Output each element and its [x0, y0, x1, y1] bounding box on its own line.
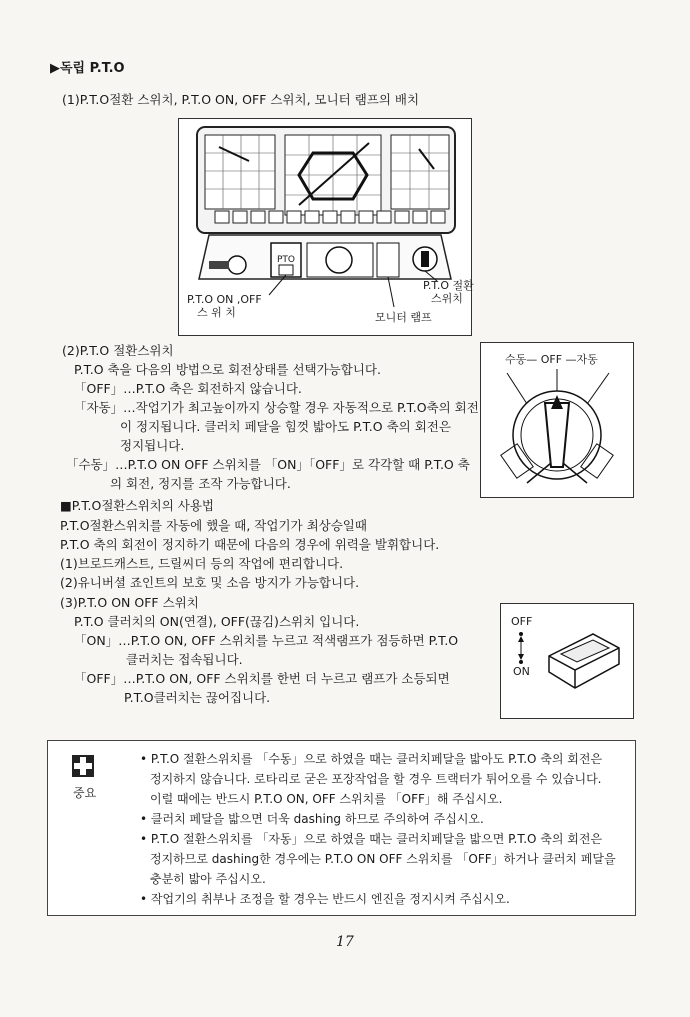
section-3-line: P.T.O 클러치의 ON(연결), OFF(끊김)스위치 입니다. — [74, 614, 360, 629]
note-line: 이럴 때에는 반드시 P.T.O ON, OFF 스위치를 「OFF」해 주십시오. — [150, 792, 503, 806]
section-title: ▶독립 P.T.O — [50, 61, 125, 76]
pto-box-label: PTO — [277, 255, 296, 265]
note-line: 충분히 밟아 주십시오. — [150, 872, 266, 886]
section-2-line: P.T.O 축을 다음의 방법으로 회전상태를 선택가능합니다. — [74, 362, 381, 377]
instrument-panel-figure — [178, 118, 472, 336]
page-number: 17 — [336, 934, 354, 950]
important-note-box — [47, 740, 636, 916]
onoff-switch-label-2: 스 위 치 — [197, 306, 236, 319]
usage-line: (1)브로드캐스트, 드릴씨더 등의 작업에 편리합니다. — [60, 556, 344, 571]
pto-switch-label-2: 스위치 — [431, 292, 463, 305]
section-2-line: 「OFF」…P.T.O 축은 회전하지 않습니다. — [74, 381, 302, 396]
note-line: 정지하지 않습니다. 로타리로 굳은 포장작업을 할 경우 트랙터가 튀어오를 수 있습니다. — [150, 772, 602, 786]
onoff-switch-label: P.T.O ON ,OFF — [187, 293, 262, 306]
section-2-heading: (2)P.T.O 절환스위치 — [62, 343, 174, 358]
usage-heading: ■P.T.O절환스위치의 사용법 — [60, 498, 214, 513]
section-1-heading: (1)P.T.O절환 스위치, P.T.O ON, OFF 스위치, 모니터 램프의 배치 — [62, 92, 420, 107]
section-3-heading: (3)P.T.O ON OFF 스위치 — [60, 595, 199, 610]
section-3-line: 「ON」…P.T.O ON, OFF 스위치를 누르고 적색램프가 점등하면 P.T.O — [74, 633, 459, 648]
usage-line: P.T.O절환스위치를 자동에 했을 때, 작업기가 최상승일때 — [60, 518, 367, 533]
section-2-line: 「자동」…작업기가 최고높이까지 상승할 경우 자동적으로 P.T.O축의 회전 — [74, 400, 479, 415]
section-2-line: 「수동」…P.T.O ON OFF 스위치를 「ON」「OFF」로 각각할 때 P.T.O 축 — [66, 457, 470, 472]
rotary-switch-figure — [480, 342, 634, 498]
section-3-line: 「OFF」…P.T.O ON, OFF 스위치를 한번 더 누르고 램프가 소등되면 — [74, 671, 450, 686]
usage-line: P.T.O 축의 회전이 정지하기 때문에 다음의 경우에 위력을 발휘합니다. — [60, 537, 440, 552]
note-line: • 작업기의 취부나 조정을 할 경우는 반드시 엔진을 정지시켜 주십시오. — [140, 892, 510, 906]
section-2-line: 이 정지됩니다. 클러치 페달을 힘껏 밟아도 P.T.O 축의 회전은 — [120, 419, 451, 434]
on-label: ON — [513, 665, 530, 678]
off-label: OFF — [511, 615, 533, 628]
note-line: • 클러치 페달을 밟으면 더욱 dashing 하므로 주의하여 주십시오. — [140, 812, 484, 826]
usage-line: (2)유니버셜 죠인트의 보호 및 소음 방지가 가능합니다. — [60, 575, 360, 590]
monitor-lamp-label: 모니터 램프 — [375, 311, 432, 324]
onoff-button-figure — [500, 603, 634, 719]
note-line: 정지하므로 dashing한 경우에는 P.T.O ON OFF 스위치를 「OFF」하거나 클러치 페달을 — [150, 852, 616, 866]
pto-switch-label: P.T.O 절환 — [423, 279, 474, 292]
important-label: 중요 — [73, 786, 97, 800]
section-2-line: 의 회전, 정지를 조작 가능합니다. — [110, 476, 291, 491]
important-cross-icon — [72, 755, 94, 777]
section-2-line: 정지됩니다. — [120, 438, 185, 453]
note-line: • P.T.O 절환스위치를 「자동」으로 하였을 때는 클러치페달을 밟으면 P.T.O 축의 회전은 — [140, 832, 603, 846]
note-line: • P.T.O 절환스위치를 「수동」으로 하였을 때는 클러치페달을 밟아도 P.T.O 축의 회전은 — [140, 752, 603, 766]
rotary-switch-label: 수동— OFF —자동 — [505, 353, 598, 366]
section-3-line: 클러치는 접속됩니다. — [126, 652, 243, 667]
section-3-line: P.T.O클러치는 끊어집니다. — [124, 690, 271, 705]
